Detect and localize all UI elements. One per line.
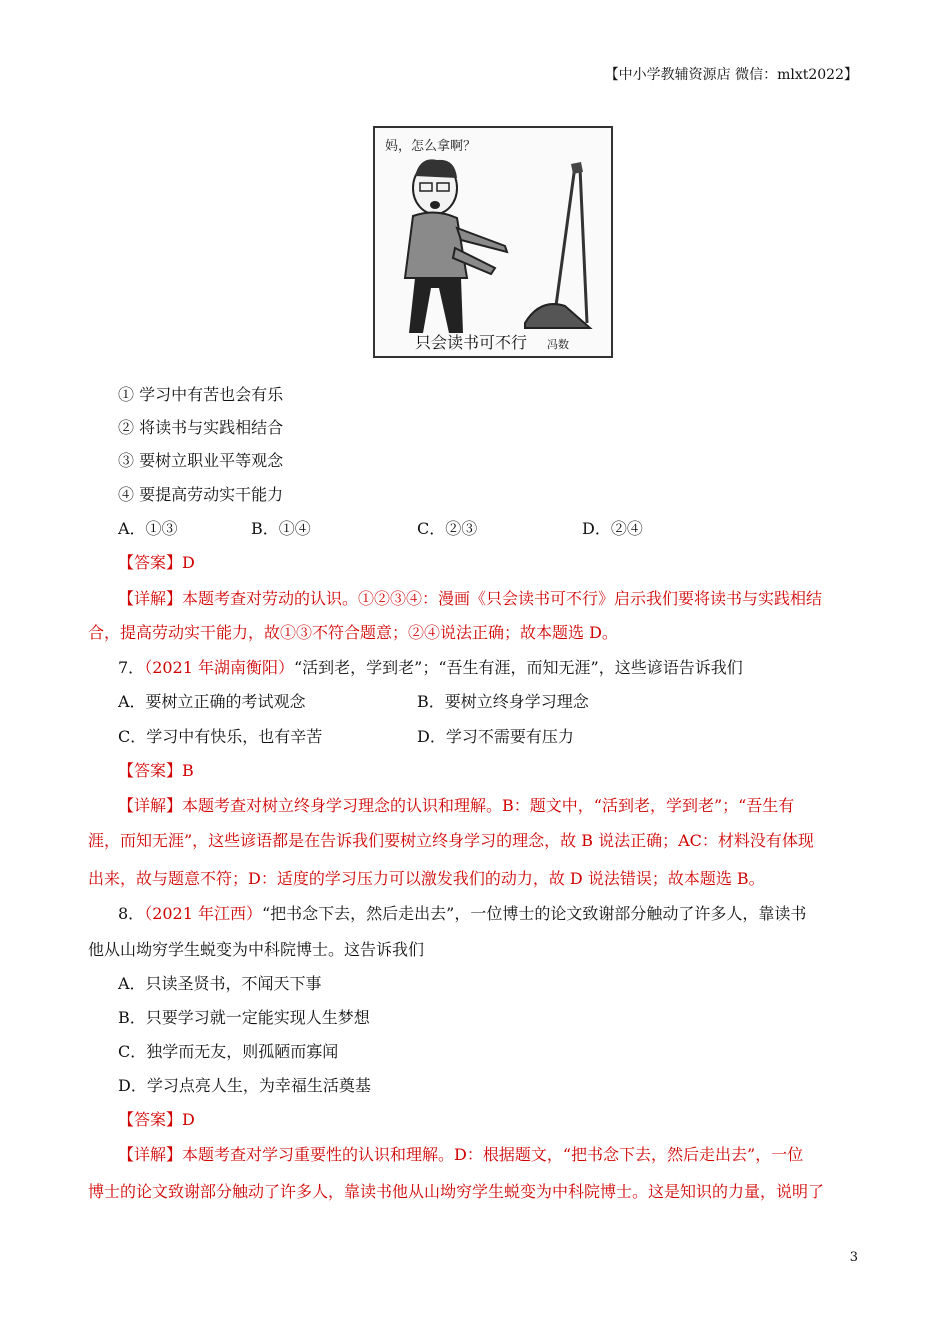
q6-option-a: A．①③ [118,519,178,538]
q7-number: 7． [118,658,145,677]
q7-answer: 【答案】B [118,761,194,780]
q8-option-b: B．只要学习就一定能实现人生梦想 [118,1008,370,1027]
q8-detail-line-1: 【详解】本题考查对学习重要性的认识和理解。D：根据题文，“把书念下去，然后走出去”，一位 [118,1145,804,1164]
q6-option-b: B．①④ [251,519,311,538]
cartoon-illustration [375,128,611,356]
q7-stem [118,657,743,679]
q6-detail-line-1: 【详解】本题考查对劳动的认识。①②③④：漫画《只会读书可不行》启示我们要将读书与实践相结 [118,589,823,608]
q6-option-d: D．②④ [582,519,643,538]
q7-option-d: D．学习不需要有压力 [417,727,574,746]
q7-option-c: C．学习中有快乐，也有辛苦 [118,727,323,746]
cartoon-caption: 只会读书可不行 [415,333,528,352]
q8-stem-line-2: 他从山坳穷学生蜕变为中科院博士。这告诉我们 [88,940,425,959]
q6-item-1: ① 学习中有苦也会有乐 [118,385,284,404]
q6-answer: 【答案】D [118,553,195,572]
page-number: 3 [849,1250,858,1265]
q7-detail-line-3: 出来，故与题意不符；D：适度的学习压力可以激发我们的动力，故 D 说法错误；故本题选 B。 [88,869,765,888]
header-watermark: 【中小学教辅资源店 微信：mlxt2022】 [604,67,858,83]
q8-detail-line-2: 博士的论文致谢部分触动了许多人，靠读书他从山坳穷学生蜕变为中科院博士。这是知识的力量，说明了 [88,1182,825,1201]
q7-option-a: A．要树立正确的考试观念 [118,692,306,711]
q6-item-3: ③ 要树立职业平等观念 [118,451,284,470]
q8-number: 8． [118,904,145,923]
q6-item-2: ② 将读书与实践相结合 [118,418,284,437]
q7-option-b: B．要树立终身学习理念 [417,692,589,711]
q8-option-a: A．只读圣贤书，不闻天下事 [118,974,322,993]
q7-detail-line-2: 涯，而知无涯”，这些谚语都是在告诉我们要树立终身学习的理念，故 B 说法正确；AC：材料没有体现 [88,831,814,850]
cartoon-speech: 妈，怎么拿啊？ [385,139,477,154]
q6-detail-line-2: 合，提高劳动实干能力，故①③不符合题意；②④说法正确；故本题选 D。 [88,623,618,642]
q8-stem-text: “把书念下去，然后走出去”，一位博士的论文致谢部分触动了许多人，靠读书 [262,904,807,923]
cartoon-image [373,126,613,358]
q6-option-c: C．②③ [417,519,478,538]
q7-detail-line-1: 【详解】本题考查对树立终身学习理念的认识和理解。B：题文中，“活到老，学到老”；“吾生有 [118,796,795,815]
q8-answer: 【答案】D [118,1110,195,1129]
q6-item-4: ④ 要提高劳动实干能力 [118,485,284,504]
q8-option-c: C．独学而无友，则孤陋而寡闻 [118,1042,339,1061]
cartoon-signature: 冯数 [547,338,569,351]
q7-stem-text: “活到老，学到老”；“吾生有涯，而知无涯”，这些谚语告诉我们 [294,658,743,677]
q8-option-d: D．学习点亮人生，为幸福生活奠基 [118,1076,371,1095]
q7-source: （2021 年湖南衡阳） [144,658,294,677]
q8-source: （2021 年江西） [144,904,262,923]
q8-stem-line-1 [118,903,806,925]
